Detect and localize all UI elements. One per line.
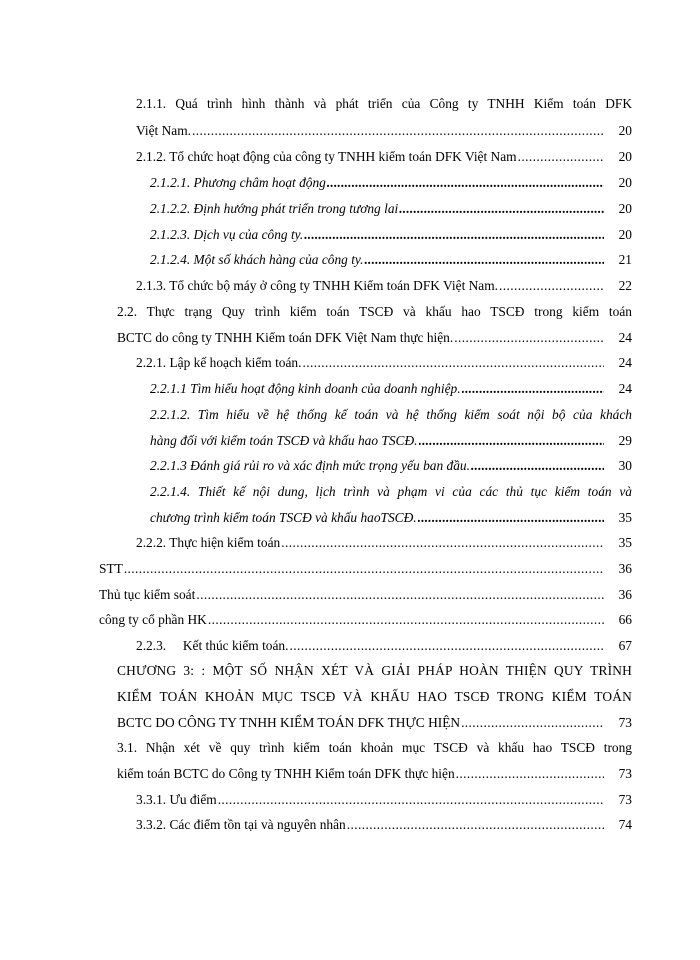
toc-entry-3-3-1[interactable]: [136, 792, 632, 808]
toc-entry-2-2-1-2[interactable]: 2.2.1.2. Tìm hiểu về hệ thống kế toán và hệ thống kiểm soát nội bộ của khách: [150, 407, 632, 422]
leader-dots: [327, 175, 604, 191]
toc-entry-3-1[interactable]: 3.1. Nhận xét về quy trình kiểm toán khoản mục TSCĐ và khấu hao TSCĐ trong: [117, 740, 632, 755]
leader-dots: [208, 612, 604, 628]
toc-entry-2-2-3[interactable]: [136, 638, 632, 654]
toc-chapter-3-line3[interactable]: [117, 715, 632, 731]
toc-entry-3-1-cont[interactable]: [117, 766, 632, 782]
leader-dots: [454, 330, 604, 346]
toc-entry-2-2-1-3[interactable]: [150, 458, 632, 474]
toc-entry-text: hàng đối với kiểm toán TSCĐ và khấu hao TSCĐ.: [150, 433, 418, 448]
page-number: 24: [618, 381, 632, 396]
toc-entry-text: 2.1.2.2. Định hướng phát triển trong tương lai: [150, 201, 399, 216]
page-number: 20: [618, 227, 632, 242]
toc-entry-stt[interactable]: [99, 561, 632, 577]
toc-entry-2-1-3[interactable]: [136, 278, 632, 294]
toc-entry-text: Việt Nam.: [136, 123, 191, 138]
leader-dots: [418, 510, 604, 526]
toc-entry-thu-tuc-kiem-soat[interactable]: [99, 587, 632, 603]
leader-dots: [196, 587, 604, 603]
leader-dots: [462, 381, 604, 397]
toc-entry-text: Thủ tục kiểm soát: [99, 587, 196, 602]
page-number: 24: [618, 330, 632, 345]
page-number: 35: [618, 535, 632, 550]
leader-dots: [281, 535, 604, 551]
toc-entry-text: 3.3.1. Ưu điểm: [136, 792, 217, 807]
toc-entry-text: 2.2.1.3 Đánh giá rủi ro và xác định mức trọng yếu ban đầu.: [150, 458, 470, 473]
leader-dots: [304, 227, 604, 243]
leader-dots: [399, 201, 604, 217]
page-number: 30: [618, 458, 632, 473]
toc-entry-text: công ty cổ phần HK: [99, 612, 207, 627]
toc-chapter-3[interactable]: CHƯƠNG 3: : MỘT SỐ NHẬN XÉT VÀ GIẢI PHÁP HOÀN THIỆN QUY TRÌNH: [117, 663, 632, 678]
toc-chapter-3-line2[interactable]: KIỂM TOÁN KHOẢN MỤC TSCĐ VÀ KHẤU HAO TSCĐ TRONG KIỂM TOÁN: [117, 689, 632, 704]
page-number: 20: [618, 201, 632, 216]
toc-entry-2-2-1-1[interactable]: [150, 381, 632, 397]
toc-entry-2-2-1-2-cont[interactable]: [150, 433, 632, 449]
toc-entry-cong-ty-hk[interactable]: [99, 612, 632, 628]
toc-entry-2-2[interactable]: 2.2. Thực trạng Quy trình kiểm toán TSCĐ và khấu hao TSCĐ trong kiểm toán: [117, 304, 632, 319]
page-number: 22: [618, 278, 632, 293]
page-number: 66: [618, 612, 632, 627]
leader-dots: [289, 638, 604, 654]
page-number: 21: [618, 252, 632, 267]
page-number: 29: [618, 433, 632, 448]
toc-entry-text: 2.1.2.3. Dịch vụ của công ty.: [150, 227, 304, 242]
leader-dots: [419, 433, 604, 449]
page-number: 67: [618, 638, 632, 653]
page-number: 20: [618, 123, 632, 138]
toc-entry-2-1-2-4[interactable]: [150, 252, 632, 268]
page-number: 73: [618, 766, 632, 781]
leader-dots: [192, 123, 604, 139]
toc-entry-text: BCTC DO CÔNG TY TNHH KIỂM TOÁN DFK THỰC HIỆN: [117, 715, 461, 730]
page-number: 73: [618, 715, 632, 730]
leader-dots: [518, 149, 604, 165]
toc-entry-2-2-1-4[interactable]: 2.2.1.4. Thiết kế nội dung, lịch trình và phạm vi của các thủ tục kiểm toán và: [150, 484, 632, 499]
leader-dots: [456, 766, 604, 782]
toc-entry-text: 2.1.2.1. Phương châm hoạt động: [150, 175, 326, 190]
toc-entry-text: 2.1.2. Tổ chức hoạt động của công ty TNHH kiểm toán DFK Việt Nam: [136, 149, 517, 164]
page-number: 24: [618, 355, 632, 370]
page-number: 74: [618, 817, 632, 832]
toc-entry-2-1-2-3[interactable]: [150, 227, 632, 243]
leader-dots: [499, 278, 604, 294]
page-number: 36: [618, 587, 632, 602]
toc-entry-text: chương trình kiểm toán TSCĐ và khấu haoTSCĐ.: [150, 510, 417, 525]
toc-entry-text: 2.2.2. Thực hiện kiểm toán: [136, 535, 281, 550]
toc-entry-2-1-2-2[interactable]: [150, 201, 632, 217]
toc-entry-text: 2.2.1.1 Tìm hiểu hoạt động kinh doanh của doanh nghiệp.: [150, 381, 461, 396]
toc-entry-2-1-2-1[interactable]: [150, 175, 632, 191]
toc-entry-2-1-1-cont[interactable]: [136, 123, 632, 139]
leader-dots: [461, 715, 604, 731]
toc-entry-text: 2.2.3. Kết thúc kiểm toán.: [136, 638, 289, 653]
toc-entry-2-1-2[interactable]: [136, 149, 632, 165]
leader-dots: [471, 458, 604, 474]
toc-entry-2-2-1[interactable]: [136, 355, 632, 371]
leader-dots: [124, 561, 604, 577]
leader-dots: [364, 252, 604, 268]
toc-entry-2-1-1[interactable]: 2.1.1. Quá trình hình thành và phát triển của Công ty TNHH Kiểm toán DFK: [136, 96, 632, 111]
toc-entry-text: STT: [99, 561, 123, 576]
page-number: 20: [618, 175, 632, 190]
toc-entry-text: 2.1.2.4. Một số khách hàng của công ty.: [150, 252, 364, 267]
toc-entry-text: BCTC do công ty TNHH Kiểm toán DFK Việt Nam thực hiện.: [117, 330, 454, 345]
toc-entry-3-3-2[interactable]: [136, 817, 632, 833]
toc-entry-2-2-1-4-cont[interactable]: [150, 510, 632, 526]
toc-entry-text: 2.2.1. Lập kế hoạch kiểm toán.: [136, 355, 302, 370]
leader-dots: [302, 355, 604, 371]
toc-entry-text: 2.1.3. Tổ chức bộ máy ở công ty TNHH Kiểm toán DFK Việt Nam.: [136, 278, 499, 293]
page-number: 20: [618, 149, 632, 164]
toc-entry-2-2-2[interactable]: [136, 535, 632, 551]
page-number: 73: [618, 792, 632, 807]
toc-entry-2-2-cont[interactable]: [117, 330, 632, 346]
toc-entry-text: 3.3.2. Các điểm tồn tại và nguyên nhân: [136, 817, 346, 832]
page-number: 36: [618, 561, 632, 576]
leader-dots: [347, 817, 604, 833]
leader-dots: [218, 792, 604, 808]
page-number: 35: [618, 510, 632, 525]
toc-entry-text: kiểm toán BCTC do Công ty TNHH Kiểm toán DFK thực hiện: [117, 766, 455, 781]
